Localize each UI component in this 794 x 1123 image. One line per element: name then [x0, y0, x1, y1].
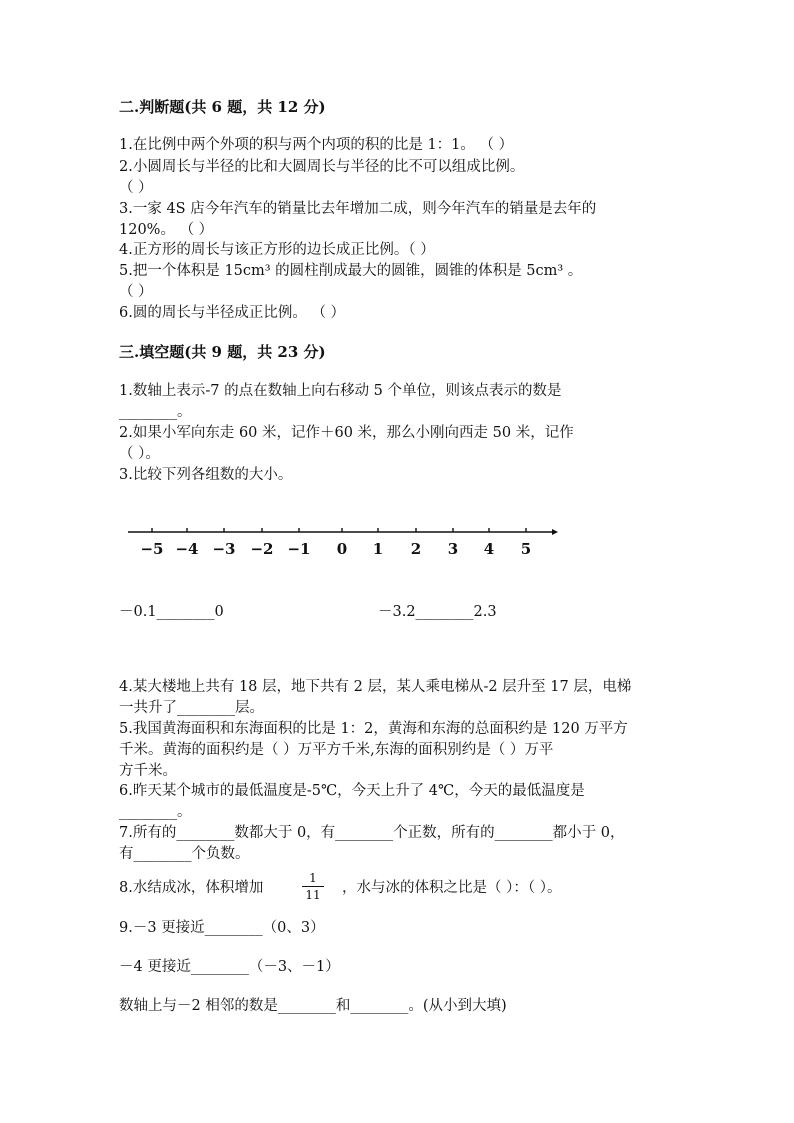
number-line-label: 4	[483, 540, 495, 558]
section-2-heading: 二.判断题(共 6 题，共 12 分)	[119, 98, 326, 116]
fill-q5-end: 方千米。	[119, 763, 177, 779]
judge-q2: 2.小圆周长与半径的比和大圆周长与半径的比不可以组成比例。	[119, 159, 525, 175]
fill-q6: 6.昨天某个城市的最低温度是-5℃，今天上升了 4℃，今天的最低温度是	[119, 783, 585, 799]
judge-q3-cont: 120%。 （ ）	[119, 222, 214, 238]
fill-q8-ratio: ，水与冰的体积之比是（ ）：（ ）。	[342, 880, 562, 896]
fill-q5-cont: 千米。黄海的面积约是（ ）万平方千米,东海的面积别约是（ ）万平	[119, 742, 554, 758]
fill-q1-blank: ________。	[119, 404, 192, 420]
fraction-denominator: 11	[305, 888, 321, 902]
fraction-one-eleventh	[302, 871, 324, 902]
number-line-label: 2	[410, 540, 422, 558]
judge-q4: 4.正方形的周长与该正方形的边长成正比例。（ ）	[119, 242, 435, 258]
fill-q4: 4.某大楼地上共有 18 层，地下共有 2 层，某人乘电梯从-2 层升至 17 层，电梯	[119, 679, 632, 695]
fill-q7: 7.所有的________数都大于 0，有________个正数，所有的________都小于 0，	[119, 825, 625, 841]
fill-q8: 8.水结成冰，体积增加	[119, 880, 264, 896]
number-line-label: −3	[212, 540, 236, 558]
judge-q6: 6.圆的周长与半径成正比例。 （ ）	[119, 305, 346, 321]
judge-q5-paren: （ ）	[119, 284, 153, 300]
fill-q9-b: －4 更接近________（－3、－1）	[119, 959, 340, 975]
fill-q5: 5.我国黄海面积和东海面积的比是 1：2，黄海和东海的总面积约是 120 万平方	[119, 721, 628, 737]
fill-q2-blank: （ ）。	[119, 446, 160, 462]
number-line-label: 0	[336, 540, 348, 558]
fill-q2: 2.如果小军向东走 60 米，记作＋60 米，那么小刚向西走 50 米，记作	[119, 425, 574, 441]
judge-q5: 5.把一个体积是 15cm³ 的圆柱削成最大的圆锥，圆锥的体积是 5cm³ 。	[119, 263, 583, 279]
number-line	[128, 520, 558, 560]
fill-q1: 1.数轴上表示-7 的点在数轴上向右移动 5 个单位，则该点表示的数是	[119, 383, 562, 399]
number-line-label: −2	[250, 540, 274, 558]
number-line-label: −4	[175, 540, 199, 558]
fraction-numerator: 1	[309, 871, 317, 885]
number-line-label: 1	[372, 540, 384, 558]
number-line-label: 3	[447, 540, 459, 558]
fill-q6-blank: ________。	[119, 804, 192, 820]
number-line-label: 5	[520, 540, 532, 558]
judge-q1: 1.在比例中两个外项的积与两个内项的积的比是 1：1。 （ ）	[119, 137, 514, 153]
fill-q9-c: 数轴上与－2 相邻的数是________和________。(从小到大填)	[119, 998, 507, 1014]
section-3-heading: 三.填空题(共 9 题，共 23 分)	[119, 343, 326, 361]
fill-q4-cont: 一共升了________层。	[119, 700, 264, 716]
number-line-label: −5	[140, 540, 164, 558]
judge-q3: 3.一家 4S 店今年汽车的销量比去年增加二成，则今年汽车的销量是去年的	[119, 201, 597, 217]
fill-q3: 3.比较下列各组数的大小。	[119, 467, 293, 483]
number-line-label: −1	[287, 540, 311, 558]
fill-q3-compare-left: －0.1________0	[119, 604, 224, 620]
fraction-bar	[302, 886, 324, 887]
fill-q7-cont: 有________个负数。	[119, 846, 250, 862]
fill-q3-compare-right: －3.2________2.3	[378, 604, 497, 620]
judge-q2-paren: （ ）	[119, 180, 153, 196]
fill-q9: 9.－3 更接近________（0、3）	[119, 920, 325, 936]
number-line-arrow	[552, 529, 558, 535]
